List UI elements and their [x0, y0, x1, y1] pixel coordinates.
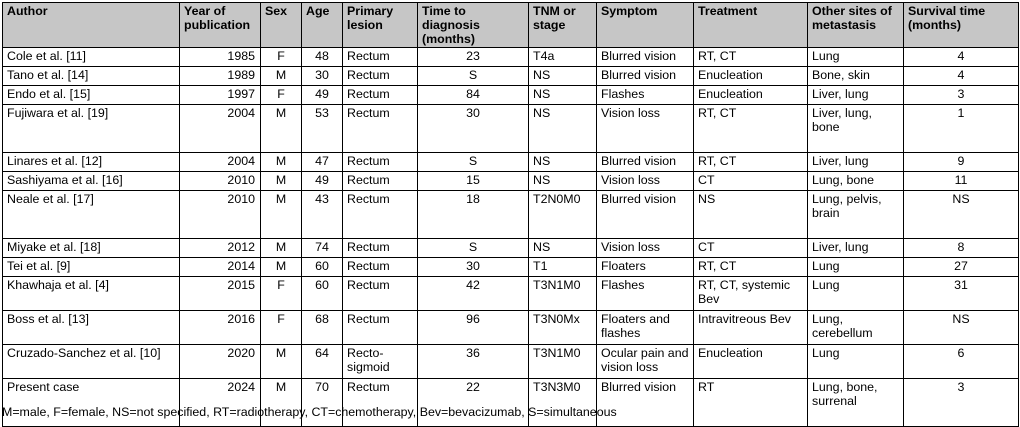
- header-age: Age: [302, 3, 343, 48]
- cell-tnm: T2N0M0: [529, 191, 597, 239]
- cell-treatment: CT: [694, 239, 808, 258]
- cell-other-sites: Liver, lung: [808, 153, 904, 172]
- cell-survival: 27: [904, 258, 1019, 277]
- cell-author: Cruzado-Sanchez et al. [10]: [3, 345, 180, 379]
- cell-primary-lesion: Recto-sigmoid: [343, 345, 418, 379]
- cell-sex: F: [261, 86, 302, 105]
- cell-author: Linares et al. [12]: [3, 153, 180, 172]
- cell-author: Present case: [3, 379, 180, 427]
- cell-other-sites: Lung, bone, surrenal: [808, 379, 904, 427]
- cell-tnm: T1: [529, 258, 597, 277]
- cell-tnm: T3N0Mx: [529, 311, 597, 345]
- cell-primary-lesion: Rectum: [343, 172, 418, 191]
- cell-primary-lesion: Rectum: [343, 239, 418, 258]
- header-primary-lesion: Primary lesion: [343, 3, 418, 48]
- cell-survival: NS: [904, 311, 1019, 345]
- table-row: [3, 379, 1019, 427]
- cell-time-to-diagnosis: 36: [418, 345, 529, 379]
- cell-symptom: Vision loss: [597, 172, 694, 191]
- cell-symptom: Flashes: [597, 277, 694, 311]
- cell-year: 2010: [180, 191, 261, 239]
- cell-time-to-diagnosis: 30: [418, 105, 529, 153]
- cell-time-to-diagnosis: 22: [418, 379, 529, 427]
- header-year: Year of publication: [180, 3, 261, 48]
- cell-other-sites: Bone, skin: [808, 67, 904, 86]
- cell-author: Khawhaja et al. [4]: [3, 277, 180, 311]
- cell-time-to-diagnosis: 18: [418, 191, 529, 239]
- cell-primary-lesion: Rectum: [343, 311, 418, 345]
- cell-year: 2010: [180, 172, 261, 191]
- cell-symptom: Blurred vision: [597, 379, 694, 427]
- cell-sex: M: [261, 105, 302, 153]
- cell-age: 60: [302, 258, 343, 277]
- cell-sex: M: [261, 345, 302, 379]
- cell-tnm: T3N1M0: [529, 277, 597, 311]
- cell-treatment: RT, CT: [694, 153, 808, 172]
- table-row: [3, 172, 1019, 191]
- table-row: [3, 277, 1019, 311]
- cell-primary-lesion: Rectum: [343, 153, 418, 172]
- table-footnote: M=male, F=female, NS=not specified, RT=radiotherapy, CT=chemotherapy, Bev=bevacizumab, S=simultaneous: [2, 405, 617, 419]
- cell-tnm: NS: [529, 86, 597, 105]
- cell-tnm: NS: [529, 239, 597, 258]
- cell-treatment: RT: [694, 379, 808, 427]
- cell-survival: 4: [904, 67, 1019, 86]
- header-sex: Sex: [261, 3, 302, 48]
- cell-author: Neale et al. [17]: [3, 191, 180, 239]
- cell-tnm: NS: [529, 105, 597, 153]
- cell-treatment: NS: [694, 191, 808, 239]
- cell-age: 70: [302, 379, 343, 427]
- cell-age: 53: [302, 105, 343, 153]
- cell-year: 2024: [180, 379, 261, 427]
- cell-sex: M: [261, 172, 302, 191]
- cell-survival: 11: [904, 172, 1019, 191]
- cell-time-to-diagnosis: 23: [418, 48, 529, 67]
- header-survival: Survival time (months): [904, 3, 1019, 48]
- cell-time-to-diagnosis: S: [418, 67, 529, 86]
- cell-time-to-diagnosis: S: [418, 153, 529, 172]
- table-row: [3, 345, 1019, 379]
- cell-symptom: Blurred vision: [597, 67, 694, 86]
- cell-symptom: Floaters and flashes: [597, 311, 694, 345]
- cell-treatment: RT, CT: [694, 105, 808, 153]
- header-symptom: Symptom: [597, 3, 694, 48]
- cell-survival: 9: [904, 153, 1019, 172]
- cell-age: 30: [302, 67, 343, 86]
- cell-symptom: Blurred vision: [597, 191, 694, 239]
- cell-tnm: NS: [529, 172, 597, 191]
- cell-tnm: T3N1M0: [529, 345, 597, 379]
- cell-symptom: Vision loss: [597, 239, 694, 258]
- cell-author: Cole et al. [11]: [3, 48, 180, 67]
- cell-year: 1989: [180, 67, 261, 86]
- cell-primary-lesion: Rectum: [343, 86, 418, 105]
- table-row: [3, 191, 1019, 239]
- cell-sex: F: [261, 48, 302, 67]
- cell-primary-lesion: Rectum: [343, 191, 418, 239]
- cell-survival: 31: [904, 277, 1019, 311]
- cell-time-to-diagnosis: 84: [418, 86, 529, 105]
- cell-tnm: NS: [529, 153, 597, 172]
- cell-time-to-diagnosis: 15: [418, 172, 529, 191]
- cell-other-sites: Lung, cerebellum: [808, 311, 904, 345]
- cell-survival: 1: [904, 105, 1019, 153]
- cell-tnm: T4a: [529, 48, 597, 67]
- cell-time-to-diagnosis: 42: [418, 277, 529, 311]
- cell-age: 68: [302, 311, 343, 345]
- cell-other-sites: Lung: [808, 345, 904, 379]
- cell-age: 74: [302, 239, 343, 258]
- cell-year: 2016: [180, 311, 261, 345]
- cell-sex: M: [261, 239, 302, 258]
- cell-primary-lesion: Rectum: [343, 258, 418, 277]
- cell-primary-lesion: Rectum: [343, 277, 418, 311]
- table-row: [3, 67, 1019, 86]
- cell-other-sites: Lung: [808, 258, 904, 277]
- cell-treatment: Enucleation: [694, 345, 808, 379]
- cell-symptom: Vision loss: [597, 105, 694, 153]
- table-row: [3, 239, 1019, 258]
- cell-other-sites: Liver, lung, bone: [808, 105, 904, 153]
- cell-other-sites: Lung: [808, 48, 904, 67]
- cell-symptom: Blurred vision: [597, 153, 694, 172]
- cell-tnm: NS: [529, 67, 597, 86]
- cell-sex: M: [261, 153, 302, 172]
- cell-sex: M: [261, 379, 302, 427]
- cell-author: Sashiyama et al. [16]: [3, 172, 180, 191]
- cell-symptom: Flashes: [597, 86, 694, 105]
- cell-year: 2004: [180, 105, 261, 153]
- cell-time-to-diagnosis: S: [418, 239, 529, 258]
- cell-sex: M: [261, 191, 302, 239]
- cell-survival: 8: [904, 239, 1019, 258]
- table-row: [3, 48, 1019, 67]
- cell-symptom: Floaters: [597, 258, 694, 277]
- table-row: [3, 258, 1019, 277]
- table-row: [3, 311, 1019, 345]
- cell-primary-lesion: Rectum: [343, 67, 418, 86]
- cell-primary-lesion: Rectum: [343, 105, 418, 153]
- cell-other-sites: Lung: [808, 277, 904, 311]
- cell-author: Fujiwara et al. [19]: [3, 105, 180, 153]
- cell-age: 47: [302, 153, 343, 172]
- cell-sex: F: [261, 277, 302, 311]
- cell-age: 49: [302, 172, 343, 191]
- cell-other-sites: Liver, lung: [808, 86, 904, 105]
- header-time-to-diagnosis: Time to diagnosis (months): [418, 3, 529, 48]
- cell-survival: 6: [904, 345, 1019, 379]
- cell-symptom: Blurred vision: [597, 48, 694, 67]
- cell-year: 2015: [180, 277, 261, 311]
- cell-primary-lesion: Rectum: [343, 379, 418, 427]
- cell-author: Miyake et al. [18]: [3, 239, 180, 258]
- cell-treatment: Enucleation: [694, 86, 808, 105]
- cell-sex: M: [261, 258, 302, 277]
- cell-treatment: RT, CT, systemic Bev: [694, 277, 808, 311]
- cell-year: 2020: [180, 345, 261, 379]
- cell-author: Boss et al. [13]: [3, 311, 180, 345]
- header-treatment: Treatment: [694, 3, 808, 48]
- header-author: Author: [3, 3, 180, 48]
- cell-treatment: CT: [694, 172, 808, 191]
- cell-author: Tei et al. [9]: [3, 258, 180, 277]
- cell-sex: F: [261, 311, 302, 345]
- cell-survival: 4: [904, 48, 1019, 67]
- cell-age: 64: [302, 345, 343, 379]
- cell-survival: 3: [904, 86, 1019, 105]
- table-row: [3, 105, 1019, 153]
- cell-year: 1985: [180, 48, 261, 67]
- cell-primary-lesion: Rectum: [343, 48, 418, 67]
- cell-age: 49: [302, 86, 343, 105]
- cell-sex: M: [261, 67, 302, 86]
- table-row: [3, 86, 1019, 105]
- cell-treatment: RT, CT: [694, 48, 808, 67]
- cell-year: 2014: [180, 258, 261, 277]
- cell-treatment: RT, CT: [694, 258, 808, 277]
- cell-survival: 3: [904, 379, 1019, 427]
- case-table: [2, 2, 1019, 427]
- cell-year: 2004: [180, 153, 261, 172]
- header-row: [3, 3, 1019, 48]
- cell-survival: NS: [904, 191, 1019, 239]
- cell-symptom: Ocular pain and vision loss: [597, 345, 694, 379]
- cell-age: 48: [302, 48, 343, 67]
- cell-time-to-diagnosis: 30: [418, 258, 529, 277]
- cell-tnm: T3N3M0: [529, 379, 597, 427]
- cell-other-sites: Lung, pelvis, brain: [808, 191, 904, 239]
- cell-age: 43: [302, 191, 343, 239]
- cell-other-sites: Liver, lung: [808, 239, 904, 258]
- cell-age: 60: [302, 277, 343, 311]
- header-tnm: TNM or stage: [529, 3, 597, 48]
- header-other-sites: Other sites of metastasis: [808, 3, 904, 48]
- cell-treatment: Intravitreous Bev: [694, 311, 808, 345]
- cell-year: 2012: [180, 239, 261, 258]
- table-row: [3, 153, 1019, 172]
- cell-author: Endo et al. [15]: [3, 86, 180, 105]
- cell-author: Tano et al. [14]: [3, 67, 180, 86]
- cell-year: 1997: [180, 86, 261, 105]
- cell-time-to-diagnosis: 96: [418, 311, 529, 345]
- cell-other-sites: Lung, bone: [808, 172, 904, 191]
- cell-treatment: Enucleation: [694, 67, 808, 86]
